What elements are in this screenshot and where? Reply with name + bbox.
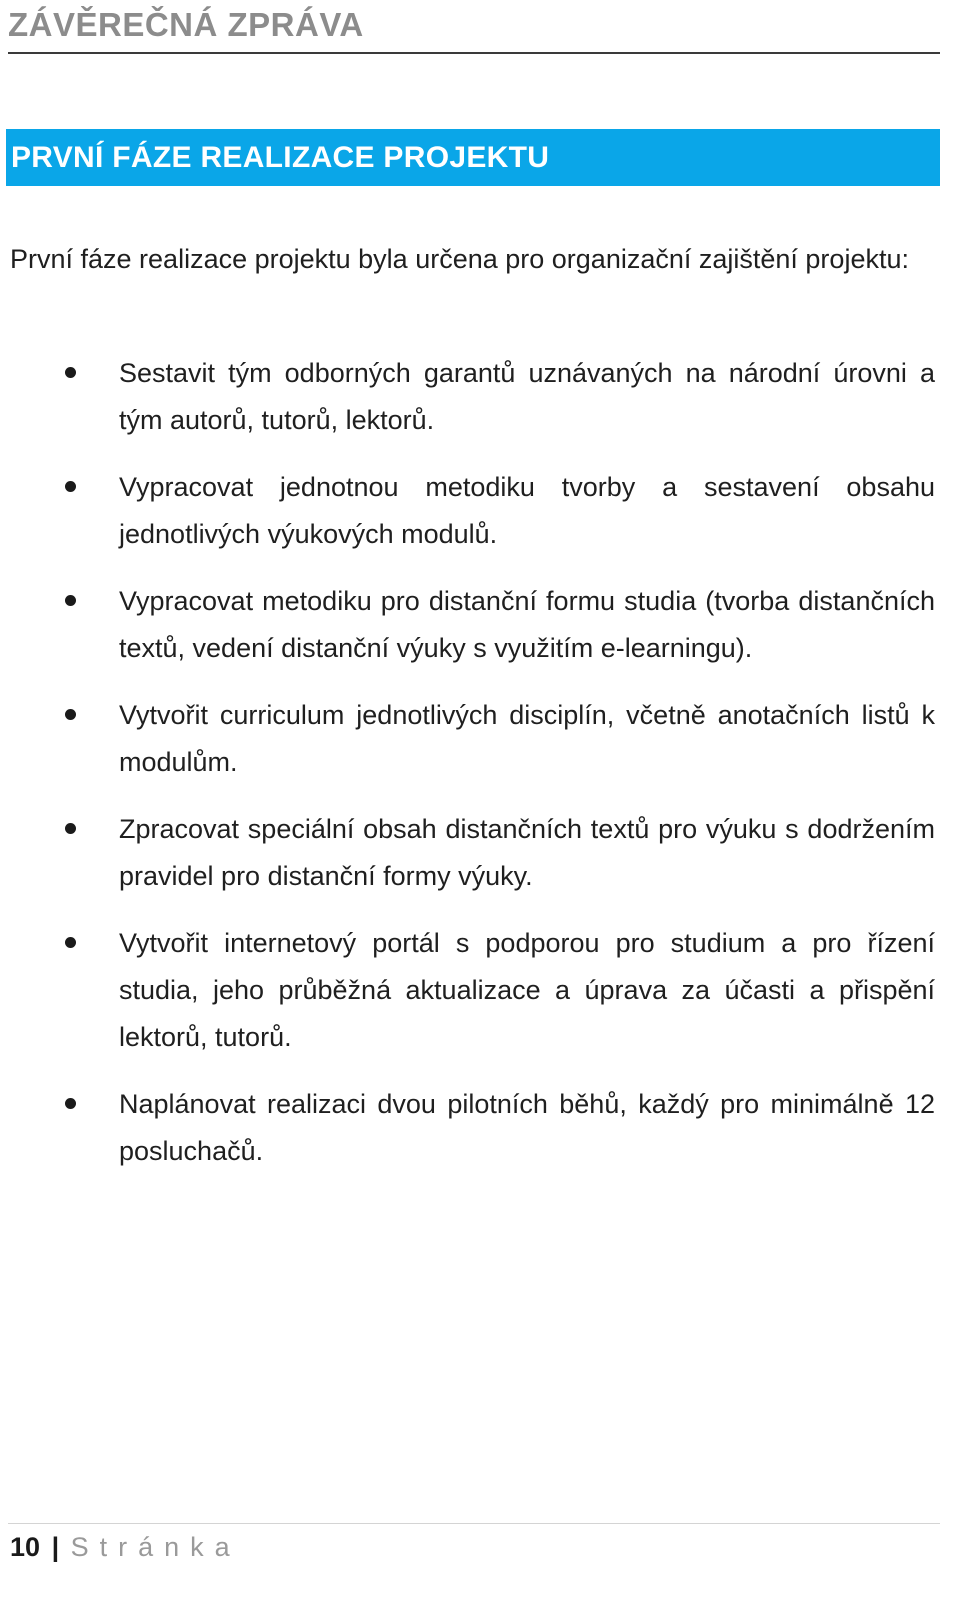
list-item (0, 1081, 935, 1175)
page-footer (10, 1527, 241, 1567)
list-item-text: Sestavit tým odborných garantů uznávaných na národní úrovni a tým autorů, tutorů, lektorů. (119, 358, 935, 435)
bullet-icon (65, 595, 76, 606)
list-item (0, 350, 935, 444)
list-item (0, 464, 935, 558)
page-label: Stránka (70, 1532, 241, 1562)
list-item-text: Vytvořit curriculum jednotlivých disciplín, včetně anotačních listů k modulům. (119, 700, 935, 777)
list-item-text: Vytvořit internetový portál s podporou pro studium a pro řízení studia, jeho průběžná aktualizace a úprava za účasti a přispění lektorů, tutorů. (119, 928, 935, 1052)
list-item (0, 578, 935, 672)
bullet-icon (65, 1098, 76, 1109)
bullet-icon (65, 481, 76, 492)
bullet-icon (65, 937, 76, 948)
bullet-icon (65, 823, 76, 834)
list-item-text: Vypracovat jednotnou metodiku tvorby a sestavení obsahu jednotlivých výukových modulů. (119, 472, 935, 549)
bullet-icon (65, 367, 76, 378)
section-title: PRVNÍ FÁZE REALIZACE PROJEKTU (11, 141, 550, 174)
list-item (0, 692, 935, 786)
document-title: ZÁVĚREČNÁ ZPRÁVA (8, 6, 364, 43)
list-item-text: Vypracovat metodiku pro distanční formu studia (tvorba distančních textů, vedení distanční výuky s využitím e-learningu). (119, 586, 935, 663)
intro-paragraph: První fáze realizace projektu byla určena pro organizační zajištění projektu: (10, 244, 909, 274)
list-item-text: Zpracovat speciální obsah distančních textů pro výuku s dodržením pravidel pro distanční formy výuky. (119, 814, 935, 891)
list-item (0, 920, 935, 1061)
document-header (8, 2, 940, 54)
bullet-icon (65, 709, 76, 720)
footer-separator: | (51, 1532, 60, 1562)
page-number: 10 (10, 1532, 41, 1562)
task-list (0, 350, 940, 1195)
list-item (0, 806, 935, 900)
section-heading-band (6, 129, 940, 186)
list-item-text: Naplánovat realizaci dvou pilotních běhů, každý pro minimálně 12 posluchačů. (119, 1089, 935, 1166)
footer-divider (8, 1523, 940, 1524)
